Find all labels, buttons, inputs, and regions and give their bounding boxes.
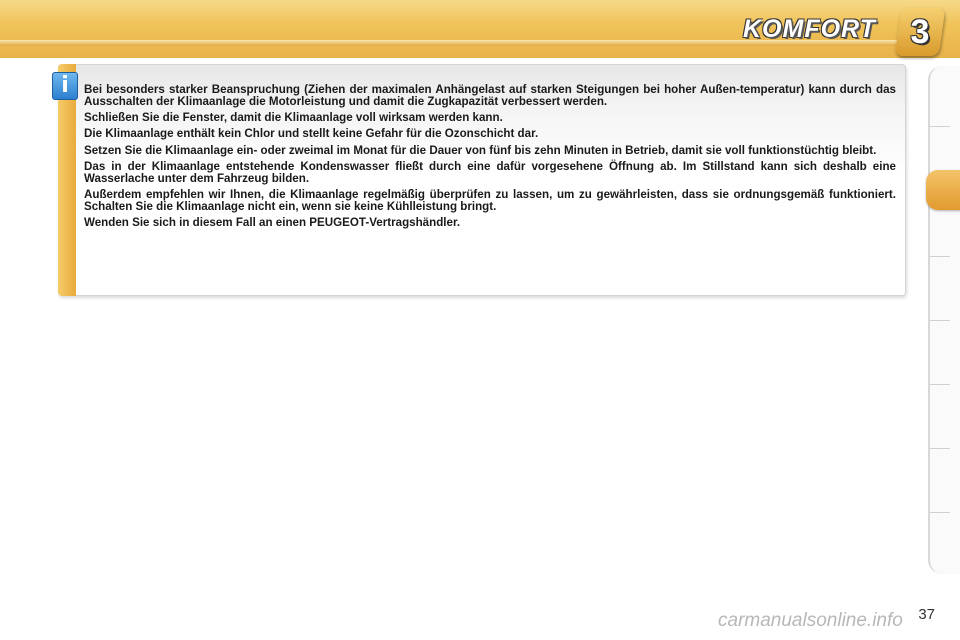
tab-divider (930, 448, 950, 449)
info-text (84, 84, 896, 233)
chapter-title: KOMFORT (743, 15, 876, 43)
tab-divider (930, 126, 950, 127)
info-paragraph: Die Klimaanlage enthält kein Chlor und stellt keine Gefahr für die Ozonschicht dar. (84, 127, 539, 141)
info-paragraph: Bei besonders starker Beanspruchung (Ziehen der maximalen Anhängelast auf starken Steigungen bei hoher Außen-temperatur) kann durch das Ausschalten der Klimaanlage die Motorleistung und damit die Zugkapazität verbessert werden. (84, 83, 896, 108)
tab-divider (930, 512, 950, 513)
info-paragraph: Außerdem empfehlen wir Ihnen, die Klimaanlage regelmäßig überprüfen zu lassen, um zu gewährleisten, dass sie ordnungsgemäß funktioniert. Schalten Sie die Klimaanlage nicht ein, wenn sie keine Kühlleistung bringt. (84, 188, 896, 213)
chapter-number: 3 (910, 13, 930, 51)
info-paragraph: Schließen Sie die Fenster, damit die Klimaanlage voll wirksam werden kann. (84, 111, 503, 125)
chapter-number-badge (895, 8, 946, 56)
info-paragraph: Das in der Klimaanlage entstehende Kondenswasser fließt durch eine dafür vorgesehene Öffnung ab. Im Stillstand kann sich deshalb eine Wasserlache unter dem Fahrzeug bilden. (84, 159, 896, 185)
info-paragraph: Setzen Sie die Klimaanlage ein- oder zweimal im Monat für die Dauer von fünf bis zehn Minuten in Betrieb, damit sie voll funktionstüchtig bleibt. (84, 143, 877, 157)
watermark: carmanualsonline.info (718, 610, 903, 631)
chapter-tab-active[interactable] (926, 170, 960, 210)
tab-divider (930, 256, 950, 257)
chapter-tab-strip (928, 66, 960, 574)
page-number: 37 (918, 606, 935, 623)
tab-divider (930, 320, 950, 321)
info-icon: i (52, 72, 78, 100)
info-paragraph: Wenden Sie sich in diesem Fall an einen PEUGEOT-Vertragshändler. (84, 216, 461, 230)
tab-divider (930, 384, 950, 385)
